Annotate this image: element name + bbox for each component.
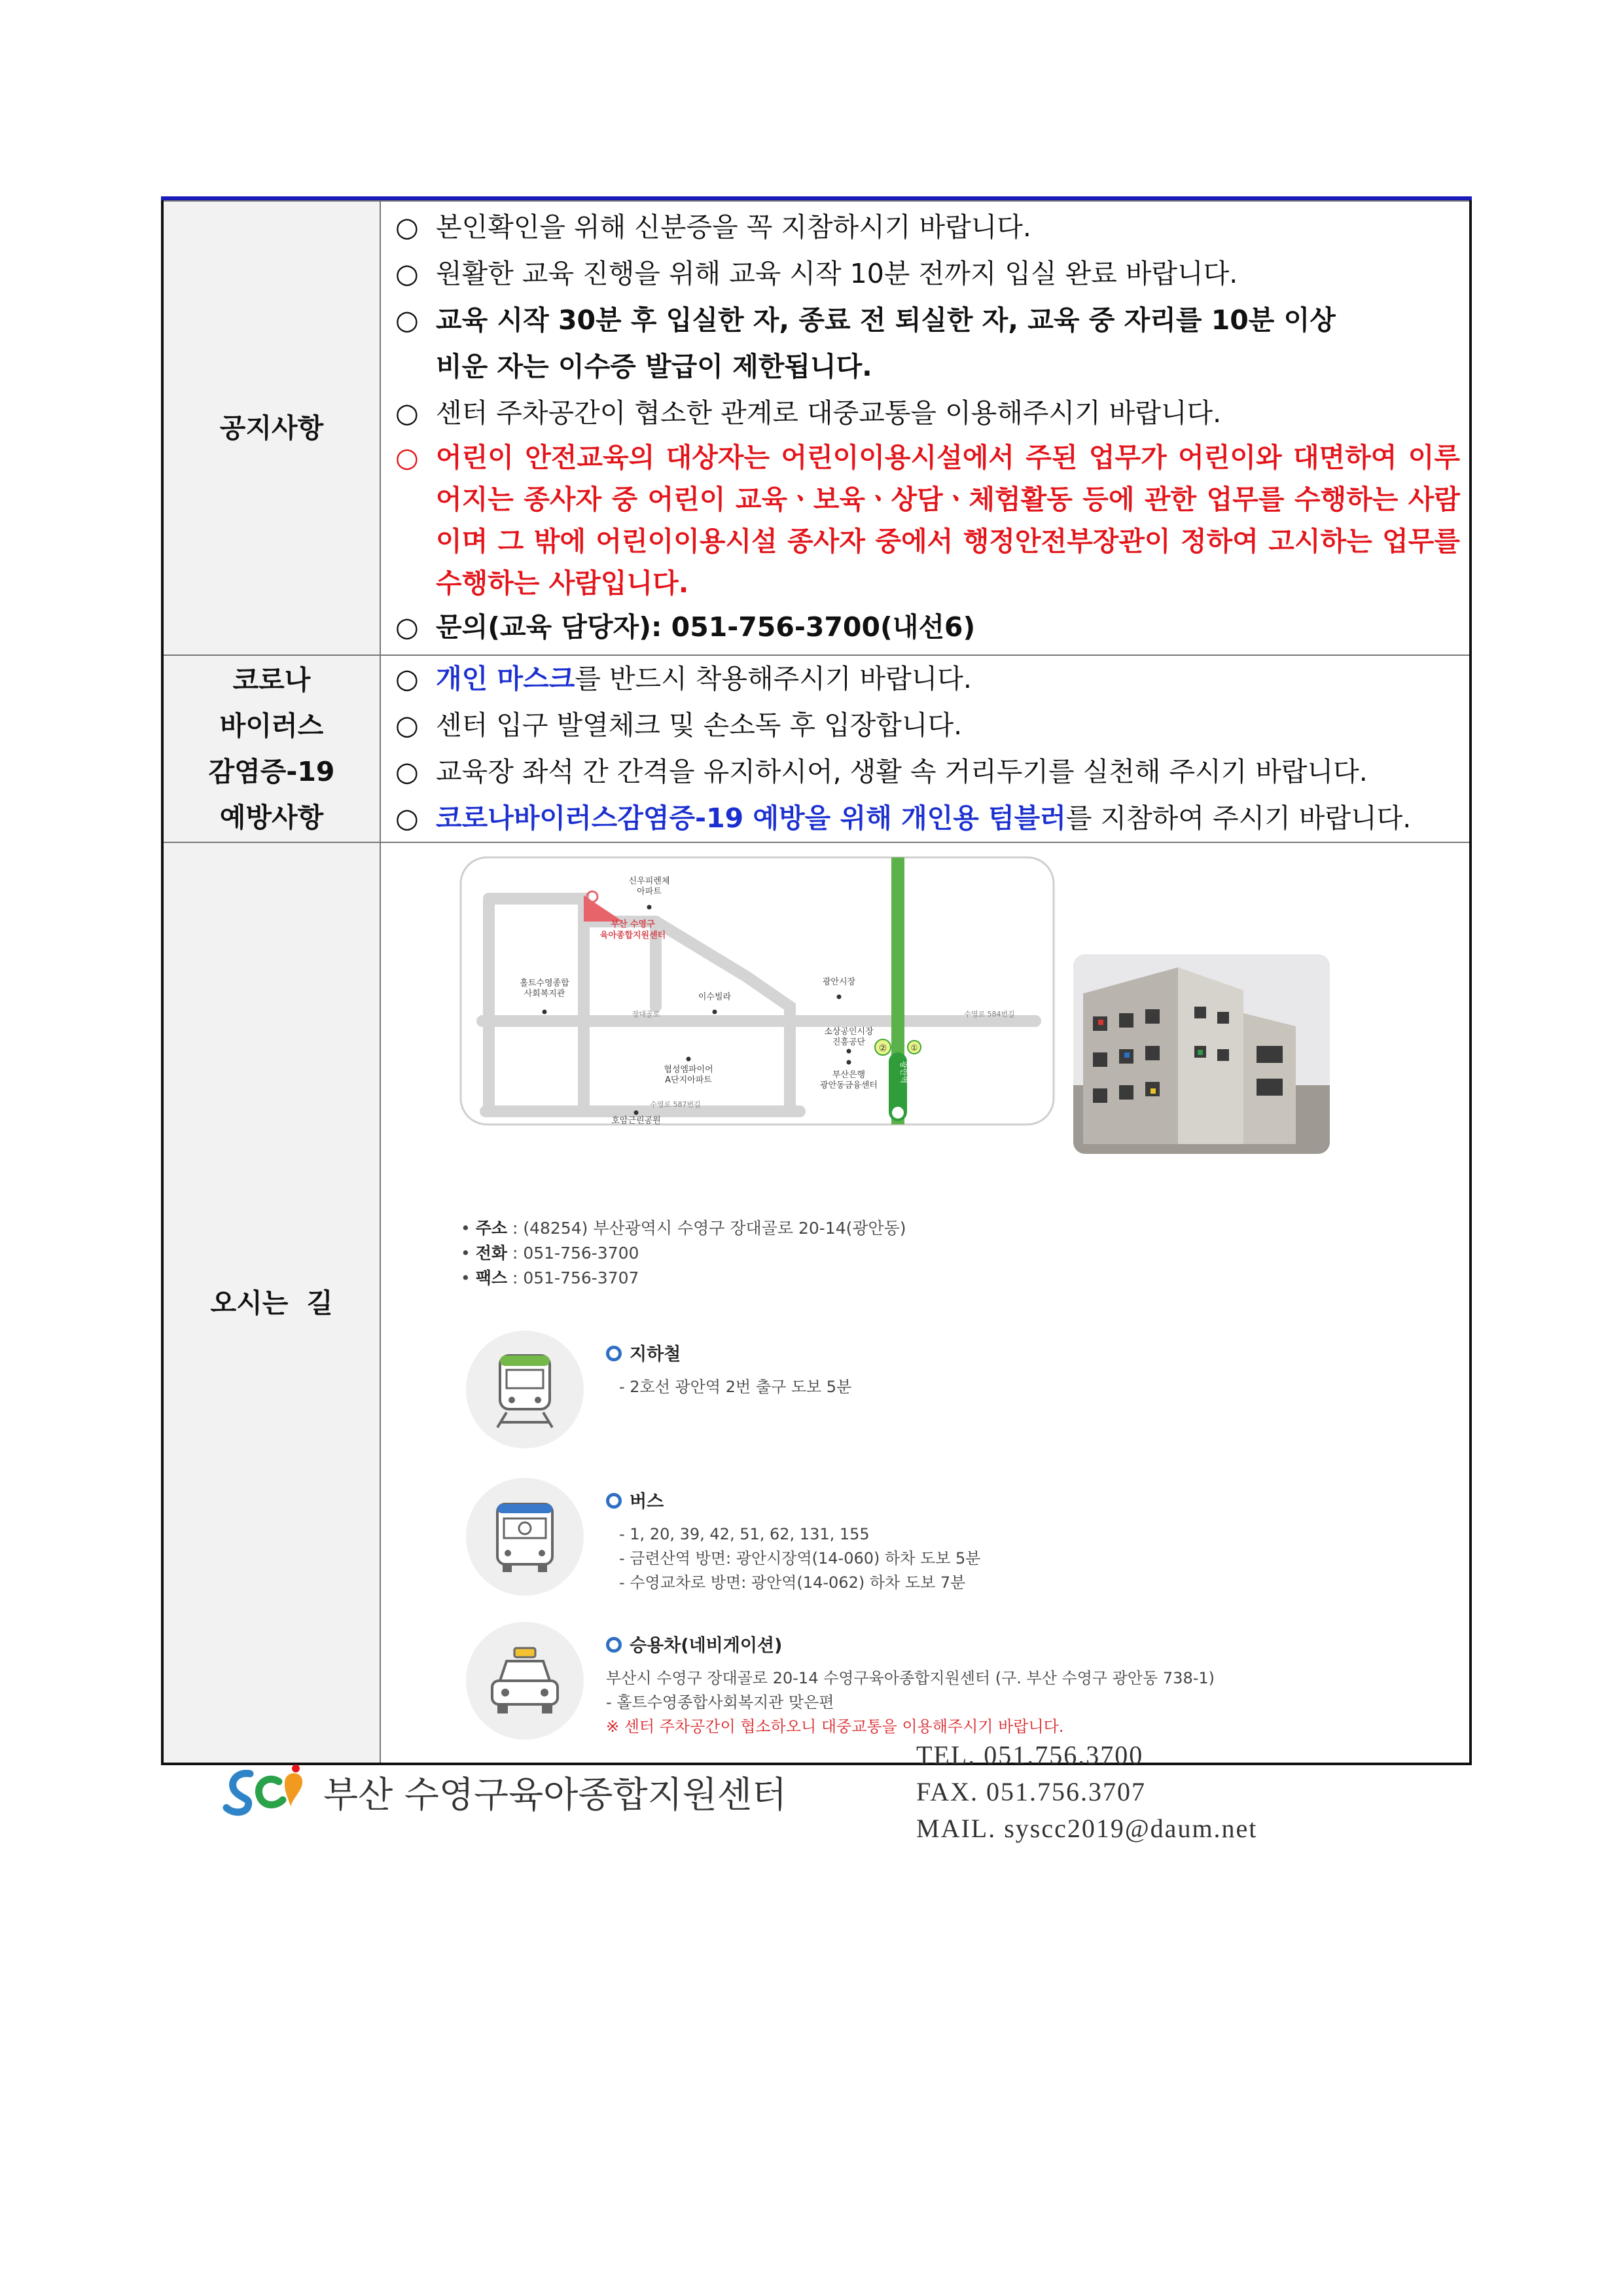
covid-item: ○ 개인 마스크를 반드시 착용해주시기 바랍니다. — [395, 663, 972, 694]
bus-title: 버스 — [606, 1487, 664, 1513]
phone-line: • 전화 : 051-756-3700 — [461, 1244, 639, 1263]
directions-content — [380, 842, 1471, 1764]
map-label: 홀트수영종합 — [520, 978, 569, 988]
directions-label: 오시는 길 — [162, 842, 380, 1764]
map-label: 신우피렌체 — [628, 876, 670, 886]
covid-item: ○ 센터 입구 발열체크 및 손소독 후 입장합니다. — [395, 709, 963, 741]
bus-desc: - 1, 20, 39, 42, 51, 62, 131, 155 - 금련산역 방면: 광안시장역(14-060) 하차 도보 5분 - 수영교차로 방면: 광안역(14-062) 하차 도보 7분 — [619, 1525, 981, 1592]
map-label: 사회복지관 — [524, 989, 565, 999]
map-label: 아파트 — [637, 887, 662, 897]
parking-note: ※ 센터 주차공간이 협소하오니 대중교통을 이용해주시기 바랍니다. — [606, 1717, 1064, 1736]
notice-item-red: ○ 어린이 안전교육의 대상자는 어린이이용시설에서 주된 업무가 어린이와 대면하여 이루어지는 종사자 중 어린이 교육ㆍ보육ㆍ상담ㆍ체험활동 등에 관한 업무를 수행하는 사람이며 그 밖에 어린이이용시설 종사자 중에서 행정안전부장관이 정하여 고시하는 업무를 수행하는 사람입니다. — [395, 442, 1460, 599]
contact-block — [461, 1216, 906, 1291]
map-exit-1: ① — [910, 1043, 918, 1052]
notice-contact: ○ 문의(교육 담당자): 051-756-3700(내선6) — [395, 611, 976, 643]
info-table — [161, 200, 1472, 1765]
covid-item: ○ 교육장 좌석 간 간격을 유지하시어, 생활 속 거리두기를 실천해 주시기 바랍니다. — [395, 756, 1368, 787]
map-center-label: 육아종합지원센터 — [599, 931, 666, 941]
covid-row — [162, 655, 1471, 842]
notice-item: ○ 본인확인을 위해 신분증을 꼭 지참하시기 바랍니다. — [395, 211, 1031, 243]
map-label: 광안시장 — [822, 977, 856, 987]
car-desc: 부산시 수영구 장대골로 20-14 수영구육아종합지원센터 (구. 부산 수영구 광안동 738-1) - 홀트수영종합사회복지관 맞은편 ※ 센터 주차공간이 협소하오니 대중교통을 이용해주시기 바랍니다. — [606, 1666, 1215, 1739]
map-road-label: 장대골로 — [632, 1010, 660, 1018]
bus-icon — [466, 1478, 584, 1596]
map-center-label: 부산 수영구 — [611, 920, 655, 929]
footer-tel: TEL. 051.756.3700 — [916, 1740, 1144, 1770]
covid-item: ○ 코로나바이러스감염증-19 예방을 위해 개인용 텀블러를 지참하여 주시기 바랍니다. — [395, 802, 1412, 834]
covid-label: 코로나 바이러스 감염증-19 예방사항 — [162, 655, 380, 842]
map-label: 부산은행 — [832, 1070, 866, 1080]
subway-title: 지하철 — [606, 1340, 681, 1365]
footer-contact — [916, 1737, 1257, 1847]
notice-content — [380, 201, 1471, 655]
notice-item: ○ 원활한 교육 진행을 위해 교육 시작 10분 전까지 입실 완료 바랍니다. — [395, 258, 1238, 289]
car-title: 승용차(네비게이션) — [606, 1631, 782, 1657]
map-label: 협성엠파이어 — [664, 1065, 713, 1075]
map-label: 진흥공단 — [832, 1037, 866, 1047]
footer-mail[interactable]: MAIL. syscc2019@daum.net — [916, 1814, 1258, 1843]
org-name: 부산 수영구육아종합지원센터 — [323, 1774, 787, 1816]
subway-desc: - 2호선 광안역 2번 출구 도보 5분 — [619, 1378, 852, 1396]
location-map — [459, 856, 1055, 1126]
map-label: 광안동금융센터 — [820, 1081, 878, 1090]
footer-fax: FAX. 051.756.3707 — [916, 1777, 1147, 1806]
map-label: 호암근린공원 — [611, 1116, 661, 1126]
notice-item: ○ 센터 주차공간이 협소한 관계로 대중교통을 이용해주시기 바랍니다. — [395, 397, 1222, 429]
map-label: 소상공인시장 — [824, 1027, 874, 1037]
map-label: A단지아파트 — [665, 1075, 712, 1085]
notice-item-bold-cont: 비운 자는 이수증 발급이 제한됩니다. — [436, 351, 872, 382]
center-logo — [223, 1759, 308, 1818]
subway-icon — [466, 1331, 584, 1448]
building-photo — [1073, 954, 1330, 1154]
notice-label: 공지사항 — [162, 201, 380, 655]
map-exit-2: ② — [878, 1043, 887, 1054]
map-station-label: 광안역 — [899, 1060, 908, 1084]
notice-row — [162, 201, 1471, 655]
directions-row — [162, 842, 1471, 1764]
map-label: 이수빌라 — [698, 992, 732, 1002]
notice-item-bold: ○ 교육 시작 30분 후 입실한 자, 종료 전 퇴실한 자, 교육 중 자리를 10분 이상 — [395, 304, 1336, 336]
covid-content — [380, 655, 1471, 842]
address-line: • 주소 : (48254) 부산광역시 수영구 장대골로 20-14(광안동) — [461, 1219, 906, 1238]
fax-line: • 팩스 : 051-756-3707 — [461, 1268, 639, 1287]
map-road-label: 수영로 584번길 — [964, 1010, 1015, 1018]
map-road-label: 수영로 587번길 — [650, 1100, 701, 1109]
taxi-icon — [466, 1622, 584, 1740]
